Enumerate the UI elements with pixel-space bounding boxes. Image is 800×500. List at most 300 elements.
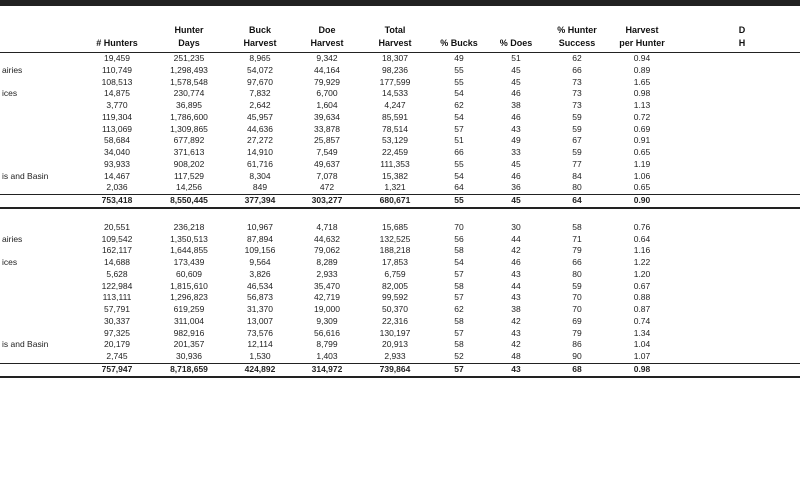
table-cell: 188,218 [379,245,411,256]
table-cell: 58,684 [104,135,130,146]
table-cell: 59 [572,280,582,291]
table-cell: 59 [572,111,582,122]
table-cell: 49,637 [314,158,340,169]
table-cell: 58 [454,245,464,256]
table-cell: 14,467 [104,170,130,181]
table-cell [674,112,800,124]
table-cell: 2,642 [249,100,271,110]
table-cell: 90 [572,351,582,361]
table-cell: 17,853 [382,257,408,267]
table-cell: 8,718,659 [152,363,226,376]
table-cell: 59 [572,123,582,134]
table-cell: 1,786,600 [170,111,208,122]
table-cell [674,182,800,194]
table-cell: 1,644,855 [170,245,208,256]
table-cell: 5,628 [106,268,128,279]
table-row [0,234,800,246]
table-cell: 43 [511,268,521,279]
table-cell: 62 [454,304,464,314]
table-row [0,292,800,304]
table-cell: 58 [454,339,464,350]
table-cell: 56,616 [314,327,340,338]
table-cell: 48 [511,351,521,361]
table-cell: 303,277 [294,195,360,208]
table-cell: 2,036 [106,182,128,193]
table-cell: 8,550,445 [152,195,226,208]
table-cell: 85,591 [382,111,408,122]
table-cell: 55 [454,64,464,75]
table-row [0,328,800,340]
table-cell: 371,613 [173,147,205,157]
table-row [0,316,800,328]
row-label [0,281,82,293]
table-cell: 49 [511,135,521,146]
row-label: is and Basin [2,339,49,350]
table-cell: 54 [454,170,464,181]
table-cell [674,339,800,351]
table-cell [674,147,800,159]
table-cell: 1,815,610 [170,280,208,291]
table-cell: 97,325 [104,327,130,338]
table-cell: 19,459 [104,53,130,63]
table-cell: 59 [572,147,582,157]
table-cell: 1,604 [316,100,338,110]
table-cell: 619,259 [173,304,205,314]
table-cell: 1,530 [249,351,271,361]
table-cell: 79 [572,245,582,256]
table-cell: 1.22 [633,257,651,267]
table-cell: 0.64 [633,233,651,244]
table-cell: 162,117 [101,245,133,256]
table-cell: 57 [454,123,464,134]
table-row [0,147,800,159]
table-cell: 50,370 [382,304,408,314]
table-cell: 73,576 [247,327,273,338]
table-cell [674,65,800,77]
table-row [0,222,800,234]
total-row [0,195,800,208]
table-cell: 79,929 [314,76,340,87]
table-cell: 54 [454,88,464,99]
table-cell: 53,129 [382,135,408,146]
table-cell: 0.74 [633,315,651,326]
row-label: airies [2,233,23,244]
table-cell: 30,337 [104,315,130,326]
table-cell: 19,000 [314,304,340,314]
table-cell: 0.72 [633,111,651,122]
column-header: % Bucks [430,14,488,53]
table-cell: 1.06 [633,170,651,181]
table-cell [674,159,800,171]
table-cell: 69 [572,315,582,326]
table-cell: 173,439 [173,257,205,267]
table-cell: 27,272 [247,135,273,146]
table-cell: 13,007 [247,315,273,326]
table-cell: 33,878 [314,123,340,134]
table-cell: 57,791 [104,304,130,314]
table-cell: 908,202 [173,158,205,169]
table-cell: 38 [511,304,521,314]
table-cell [674,281,800,293]
table-cell: 757,947 [82,363,152,376]
table-cell: 62 [454,100,464,110]
table-row [0,171,800,183]
table-cell: 46,534 [247,280,273,291]
table-cell: 49 [454,53,464,63]
table-cell: 79 [572,327,582,338]
table-cell: 57 [454,292,464,303]
table-row [0,124,800,136]
table-cell: 55 [430,195,488,208]
table-cell: 84 [572,170,582,181]
table-row [0,182,800,194]
table-cell: 230,774 [173,88,205,99]
table-cell: 54 [454,111,464,122]
column-header: # Hunters [82,14,152,53]
table-cell: 82,005 [382,280,408,291]
row-label [0,182,82,194]
table-cell: 113,069 [101,123,133,134]
table-cell: 4,247 [384,100,406,110]
table-cell [674,222,800,234]
table-cell: 1,321 [384,182,406,193]
table-cell: 57 [454,268,464,279]
table-cell: 7,832 [249,88,271,99]
table-cell: 982,916 [173,327,205,338]
table-cell: 0.91 [633,135,651,146]
table-cell: 122,984 [101,280,133,291]
table-cell: 9,564 [249,257,271,267]
table-cell: 0.87 [633,304,651,314]
table-cell: 46 [511,111,521,122]
table-cell [674,351,800,363]
table-cell: 377,394 [226,195,294,208]
table-cell: 119,304 [101,111,133,122]
table-cell: 4,718 [316,221,338,232]
table-cell: 30,936 [176,351,202,361]
table-cell: 25,857 [314,135,340,146]
table-cell: 2,933 [316,268,338,279]
table-row [0,65,800,77]
table-cell: 46 [511,257,521,267]
table-cell: 0.98 [610,363,674,376]
top-rule [0,0,800,6]
table-cell: 45 [511,76,521,87]
table-cell: 93,933 [104,158,130,169]
column-header: Total Harvest [360,14,430,53]
table-cell: 22,459 [382,147,408,157]
row-label: airies [2,64,23,75]
row-label [0,351,82,363]
table-cell: 43 [488,363,544,376]
table-cell: 70 [454,221,464,232]
table-cell [674,257,800,269]
table-cell: 78,514 [382,123,408,134]
table-cell: 66 [572,257,582,267]
table-cell: 0.89 [633,64,651,75]
table-cell: 1.07 [633,351,651,361]
table-cell: 61,716 [247,158,273,169]
table-cell: 1.34 [633,327,651,338]
table-cell: 45 [511,64,521,75]
table-cell: 1.04 [633,339,651,350]
table-cell: 109,156 [244,245,276,256]
table-cell: 108,513 [101,76,133,87]
table-cell: 1,578,548 [170,76,208,87]
table-cell: 57 [454,327,464,338]
table-cell: 44,636 [247,123,273,134]
table-cell: 42 [511,315,521,326]
table-cell: 56,873 [247,292,273,303]
table-cell: 97,670 [247,76,273,87]
table-cell: 2,933 [384,351,406,361]
table-row [0,351,800,363]
table-row [0,281,800,293]
table-cell: 0.90 [610,195,674,208]
table-row [0,88,800,100]
table-cell: 73 [572,76,582,87]
row-label [0,159,82,171]
table-cell: 9,342 [316,53,338,63]
table-cell: 66 [454,147,464,157]
table-cell: 58 [454,315,464,326]
table-cell: 54,072 [247,64,273,75]
row-label [0,100,82,112]
spacer-cell [0,208,800,222]
table-cell: 77 [572,158,582,169]
table-cell: 52 [454,351,464,361]
column-header: % Does [488,14,544,53]
table-cell: 314,972 [294,363,360,376]
table-cell: 67 [572,135,582,146]
table-cell: 14,533 [382,88,408,99]
table-cell [674,269,800,281]
table-cell: 20,551 [104,221,130,232]
table-cell: 33 [511,147,521,157]
table-cell: 30 [511,221,521,232]
table-cell: 79,062 [314,245,340,256]
table-cell: 64 [454,182,464,193]
total-row [0,363,800,376]
table-cell: 46 [511,88,521,99]
table-cell: 472 [319,182,335,193]
table-cell: 44 [511,233,521,244]
table-cell: 1.20 [633,268,651,279]
table-cell: 73 [572,88,582,99]
table-cell: 15,382 [382,170,408,181]
table-cell: 1.13 [633,100,651,110]
table-cell: 130,197 [379,327,411,338]
table-cell: 45 [511,158,521,169]
table-row [0,135,800,147]
table-cell: 0.88 [633,292,651,303]
table-cell: 9,309 [316,315,338,326]
table-cell: 86 [572,339,582,350]
column-header: % Hunter Success [544,14,610,53]
table-cell: 15,685 [382,221,408,232]
table-cell: 46 [511,170,521,181]
table-cell [674,195,800,208]
table-cell: 71 [572,233,582,244]
table-cell: 38 [511,100,521,110]
table-cell: 110,749 [101,64,133,75]
table-cell: 109,542 [101,233,133,244]
table-cell: 8,799 [316,339,338,350]
column-header [0,14,82,53]
table-cell: 113,111 [102,292,132,303]
table-row [0,100,800,112]
table-cell: 42 [511,339,521,350]
table-cell: 98,236 [382,64,408,75]
table-cell [674,88,800,100]
table-row [0,77,800,89]
table-cell: 132,525 [379,233,411,244]
table-cell: 20,179 [104,339,130,350]
table-cell [674,100,800,112]
table-cell: 66 [572,64,582,75]
table-cell: 201,357 [173,339,205,350]
table-cell: 12,114 [247,339,273,350]
table-cell: 1,298,493 [170,64,208,75]
row-label [0,135,82,147]
row-label: is and Basin [2,170,49,181]
table-cell: 64 [544,195,610,208]
table-cell [674,135,800,147]
table-cell: 36 [511,182,521,193]
row-label [0,147,82,159]
table-cell: 1,296,823 [170,292,208,303]
row-label: ices [2,88,18,99]
table-cell: 3,770 [106,100,128,110]
table-body [0,53,800,377]
table-cell: 18,307 [382,53,408,63]
harvest-table [0,14,800,378]
table-cell: 44 [511,280,521,291]
row-label [0,124,82,136]
table-cell: 0.76 [633,221,651,232]
table-row [0,304,800,316]
table-cell: 6,759 [384,268,406,279]
table-cell: 680,671 [360,195,430,208]
table-cell: 424,892 [226,363,294,376]
table-cell: 1,309,865 [170,123,208,134]
table-cell [674,53,800,65]
table-cell [674,124,800,136]
table-cell: 42 [511,245,521,256]
table-cell: 80 [572,182,582,193]
table-cell: 45 [488,195,544,208]
table-cell: 0.94 [633,53,651,63]
table-row [0,53,800,65]
table-cell: 60,609 [176,268,202,279]
row-label [0,245,82,257]
table-cell: 677,892 [173,135,205,146]
table-row [0,269,800,281]
table-cell: 45,957 [247,111,273,122]
table-cell: 62 [572,53,582,63]
row-label [0,304,82,316]
table-cell: 58 [454,280,464,291]
table-cell: 849 [252,182,268,193]
table-cell: 42,719 [314,292,340,303]
table-cell: 35,470 [314,280,340,291]
table-cell [674,304,800,316]
column-header: Buck Harvest [226,14,294,53]
table-cell [674,292,800,304]
table-cell: 251,235 [173,53,205,63]
table-cell [674,316,800,328]
table-cell: 2,745 [106,351,128,361]
table-cell: 20,913 [382,339,408,350]
table-cell: 87,894 [247,233,273,244]
table-cell: 0.65 [633,182,651,193]
table-cell: 51 [511,53,521,63]
table-cell: 14,688 [104,257,130,267]
table-cell: 8,965 [249,53,271,63]
table-cell: 99,592 [382,292,408,303]
row-label [0,112,82,124]
table-cell: 236,218 [173,221,205,232]
table-cell: 55 [454,76,464,87]
table-cell: 1,350,513 [170,233,208,244]
table-cell: 7,549 [316,147,338,157]
table-cell: 34,040 [104,147,130,157]
table-cell: 739,864 [360,363,430,376]
table-cell: 51 [454,135,464,146]
table-row [0,112,800,124]
table-cell: 73 [572,100,582,110]
table-cell: 8,289 [316,257,338,267]
table-cell [674,363,800,376]
table-cell: 68 [544,363,610,376]
table-cell: 10,967 [247,221,273,232]
table-row [0,257,800,269]
table-cell: 22,316 [382,315,408,326]
row-label: ices [2,257,18,267]
table-cell: 36,895 [176,100,202,110]
table-cell [674,77,800,89]
section-spacer [0,208,800,222]
row-label [0,292,82,304]
table-cell: 43 [511,292,521,303]
table-cell: 31,370 [247,304,273,314]
table-cell: 43 [511,327,521,338]
table-cell [674,245,800,257]
table-cell: 0.98 [633,88,651,99]
row-label [0,195,82,208]
table-cell: 14,875 [104,88,130,99]
table-cell: 311,004 [173,315,205,326]
row-label [0,363,82,376]
table-row [0,339,800,351]
table-cell: 0.69 [633,123,651,134]
table-cell: 3,826 [249,268,271,279]
column-header: Harvest per Hunter [610,14,674,53]
table-cell: 44,164 [314,64,340,75]
row-label [0,77,82,89]
table-cell: 58 [572,221,582,232]
table-cell: 7,078 [316,170,338,181]
row-label [0,222,82,234]
table-cell: 0.65 [633,147,651,157]
table-cell: 1.65 [633,76,651,87]
table-cell: 70 [572,304,582,314]
table-cell: 44,632 [314,233,340,244]
table-cell: 43 [511,123,521,134]
table-row [0,159,800,171]
table-cell: 753,418 [82,195,152,208]
table-cell: 14,256 [176,182,202,193]
